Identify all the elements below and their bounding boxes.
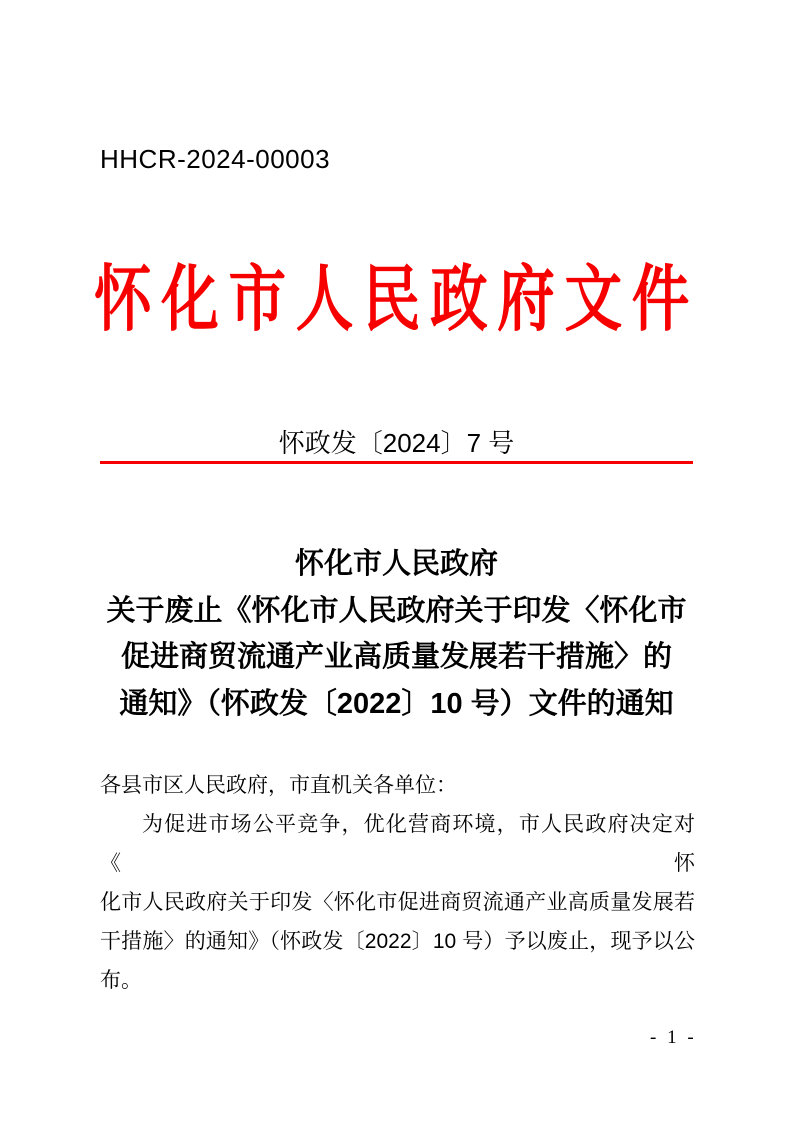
document-title-line: 关于废止《怀化市人民政府关于印发〈怀化市	[106, 594, 687, 627]
red-divider-line	[100, 461, 693, 464]
document-reference-code: HHCR-2024-00003	[100, 144, 331, 174]
document-body	[100, 766, 695, 1000]
body-paragraph-line: 为促进市场公平竞争，优化营商环境，市人民政府决定对《怀	[100, 813, 695, 875]
page-number: - 1 -	[650, 1027, 697, 1048]
document-title-line: 促进商贸流通产业高质量发展若干措施〉的	[120, 641, 672, 673]
body-paragraph-line: 干措施〉的通知》（怀政发〔2022〕10 号）予以废止，现予以公	[100, 930, 695, 953]
document-title-line: 怀化市人民政府	[294, 548, 498, 580]
document-issue-number: 怀政发〔2024〕7 号	[278, 428, 515, 458]
red-letterhead-title: 怀化市人民政府文件	[94, 260, 699, 340]
body-paragraph-line: 化市人民政府关于印发〈怀化市促进商贸流通产业高质量发展若	[100, 891, 695, 914]
body-paragraph	[100, 805, 695, 1000]
document-title-line: 通知》（怀政发〔2022〕10 号）文件的通知	[119, 687, 674, 720]
salutation-line: 各县市区人民政府，市直机关各单位：	[100, 774, 457, 797]
body-paragraph-line: 布。	[100, 969, 142, 992]
document-title	[99, 541, 694, 727]
